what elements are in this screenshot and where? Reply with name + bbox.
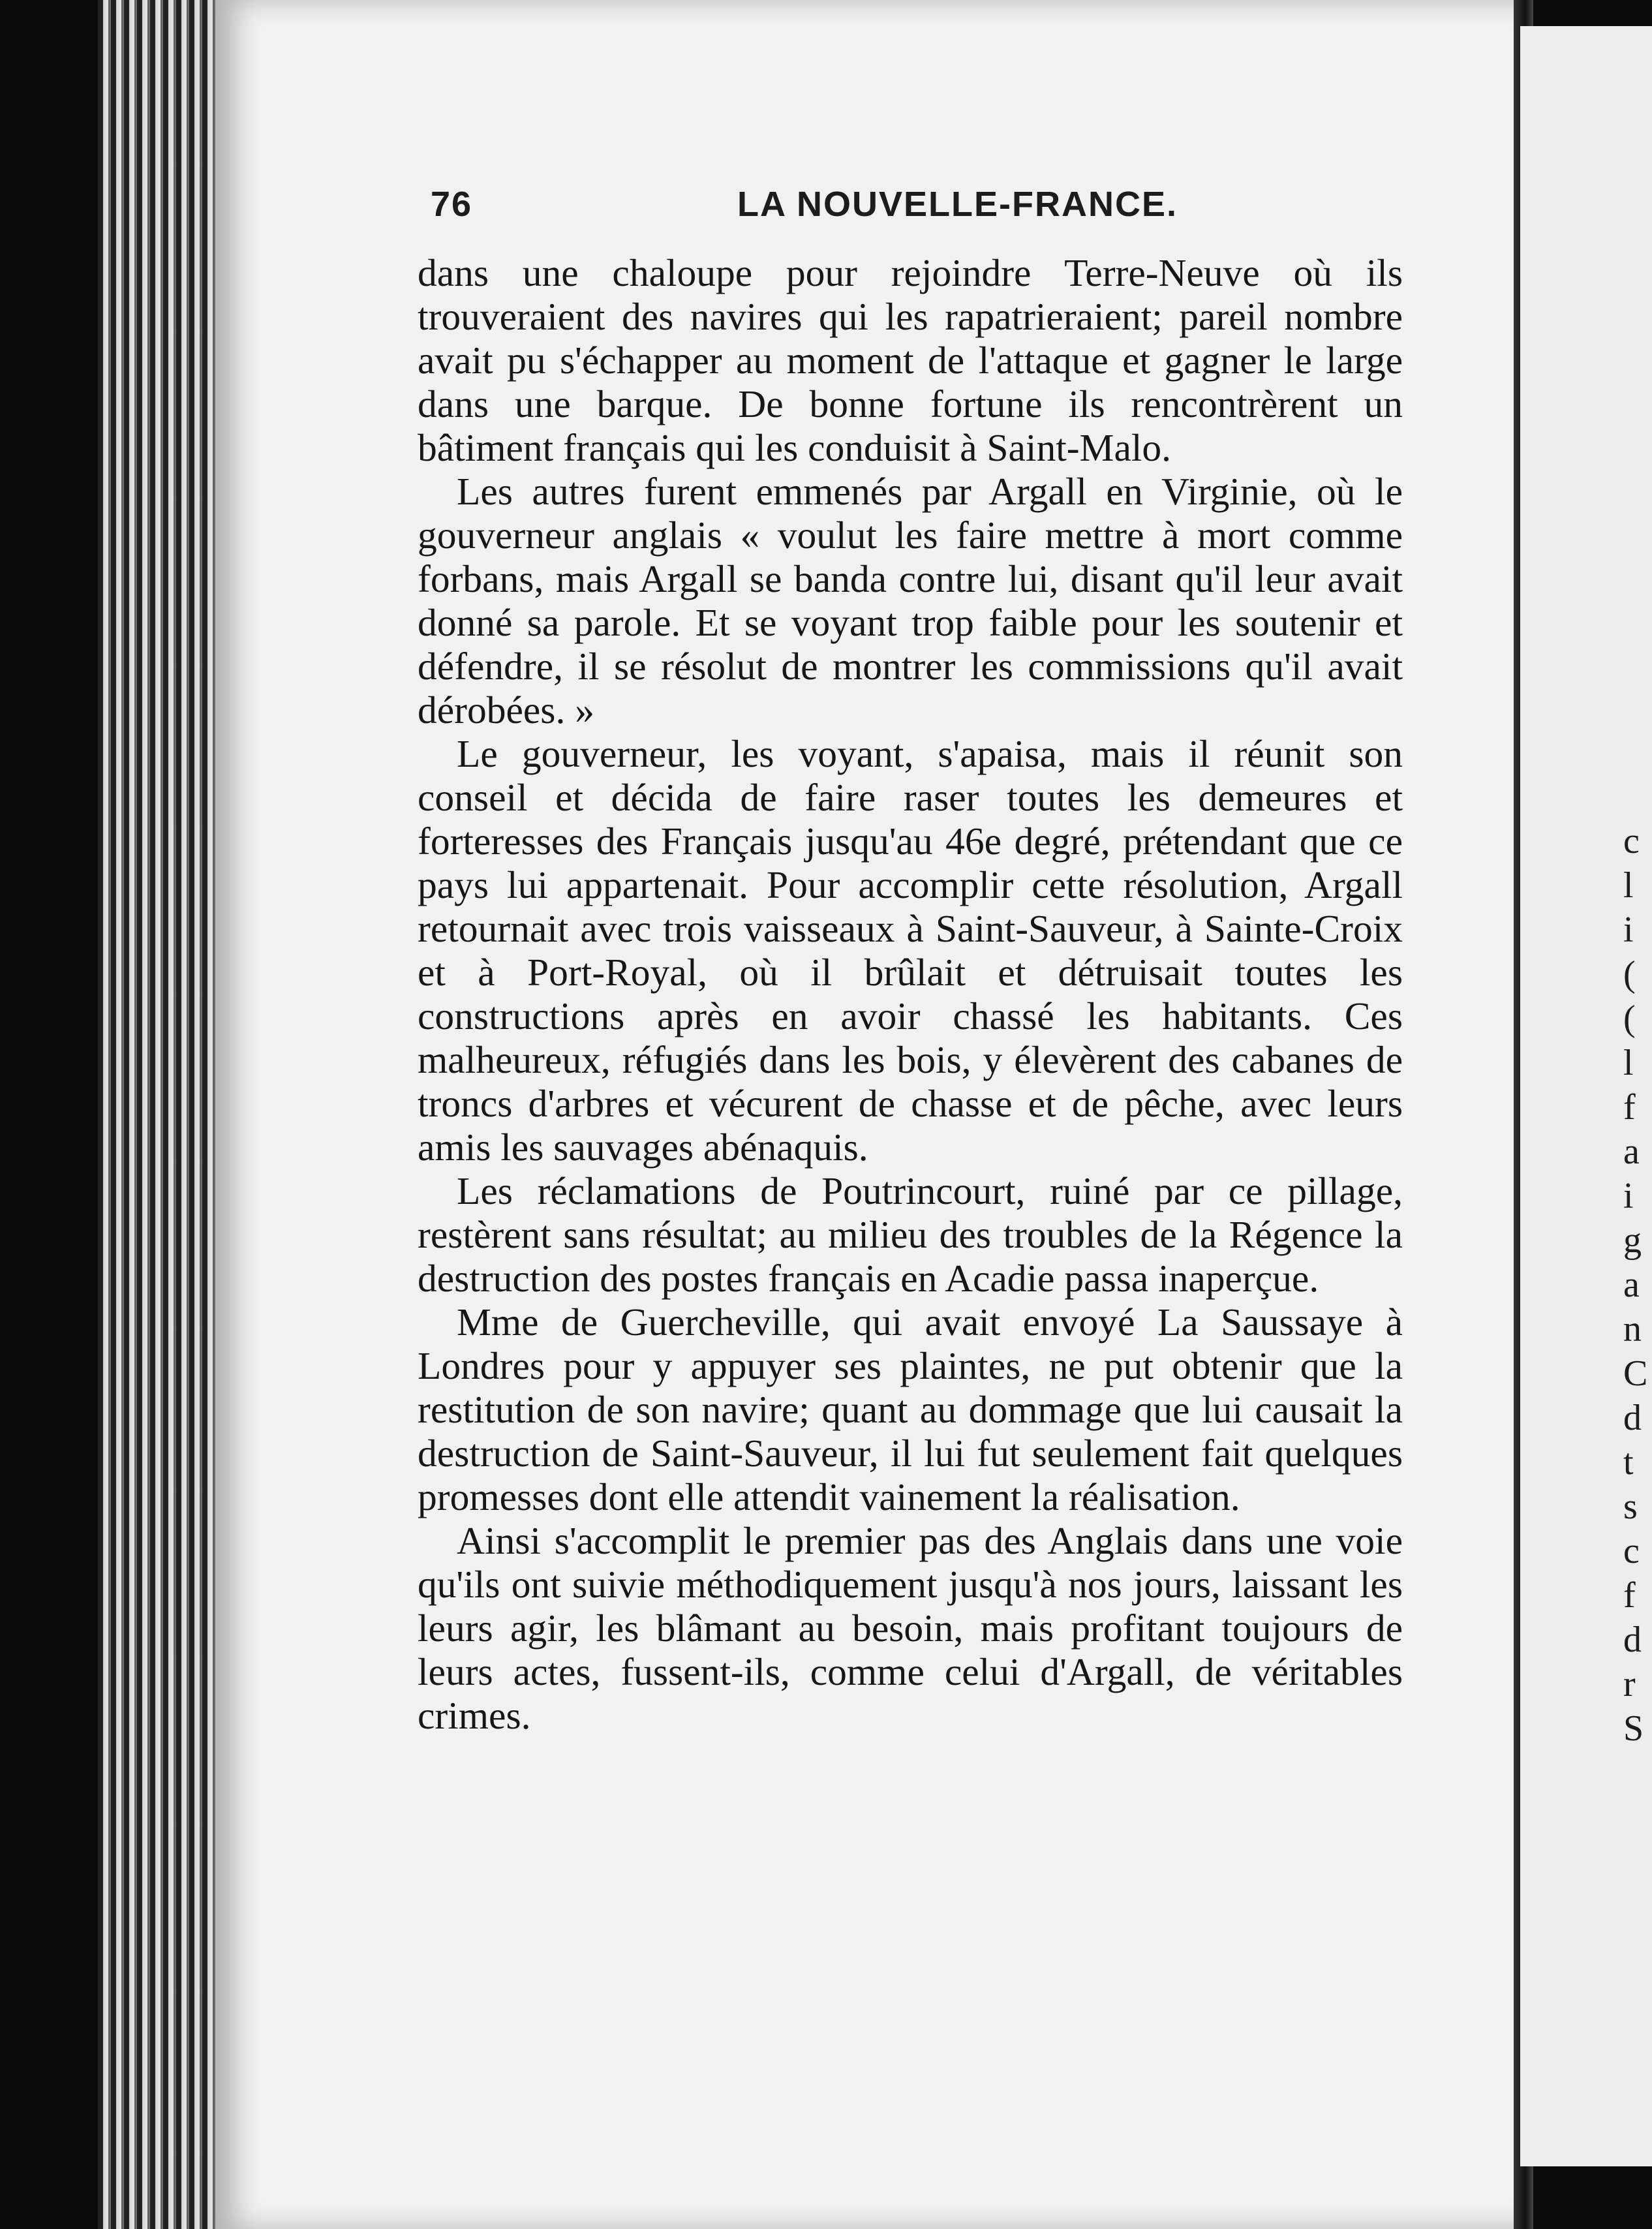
fragment: n (1623, 1309, 1642, 1349)
fragment: l (1623, 1043, 1634, 1083)
fragment: i (1623, 910, 1634, 950)
page-header (431, 184, 1403, 236)
fragment: t (1623, 1442, 1634, 1483)
fragment: c (1623, 1531, 1640, 1571)
fragment: l (1623, 865, 1634, 906)
fragment: f (1623, 1087, 1636, 1128)
fragment: g (1623, 1220, 1642, 1261)
paragraph: dans une chaloupe pour rejoindre Terre-Neuve où ils trouveraient des navires qui les rapatrieraient; pareil nombre avait pu s'échapper au moment de l'attaque et gagner le large dans une barque. De bonne fortune ils rencontrèrent un bâtiment français qui les conduisit à Saint-Malo. (418, 251, 1403, 469)
paragraph: Le gouverneur, les voyant, s'apaisa, mais il réunit son conseil et décida de faire raser toutes les demeures et forteresses des Français jusqu'au 46e degré, prétendant que ce pays lui appartenait. Pour accomplir cette résolution, Argall retournait avec trois vaisseaux à Saint-Sauveur, à Sainte-Croix et à Port-Royal, où il brûlait et détruisait toutes les constructions après en avoir chassé les habitants. Ces malheureux, réfugiés dans les bois, y élevèrent des cabanes de troncs d'arbres et vécurent de chasse et de pêche, avec leurs amis les sauvages abénaquis. (418, 732, 1403, 1169)
fragment: ( (1623, 998, 1636, 1039)
paragraph: Mme de Guercheville, qui avait envoyé La Saussaye à Londres pour y appuyer ses plaintes, ne put obtenir que la restitution de son navire; quant au dommage que lui causait la destruction de Saint-Sauveur, il lui fut seulement fait quelques promesses dont elle attendit vainement la réalisation. (418, 1300, 1403, 1518)
paragraph: Les autres furent emmenés par Argall en Virginie, où le gouverneur anglais « voulut les faire mettre à mort comme forbans, mais Argall se banda contre lui, disant qu'il leur avait donné sa parole. Et se voyant trop faible pour les soutenir et défendre, il se résolut de montrer les commissions qu'il avait dérobées. » (418, 470, 1403, 731)
fragment: i (1623, 1176, 1634, 1216)
fragment: a (1623, 1131, 1640, 1172)
paragraph: Les réclamations de Poutrincourt, ruiné par ce pillage, restèrent sans résultat; au milieu des troubles de la Régence la destruction des postes français en Acadie passa inaperçue. (418, 1169, 1403, 1300)
running-title: LA NOUVELLE-FRANCE. (737, 185, 1178, 224)
page-number: 76 (431, 185, 473, 224)
fragment: c (1623, 821, 1640, 861)
fragment: r (1623, 1664, 1636, 1704)
fragment: f (1623, 1575, 1636, 1616)
fragment: a (1623, 1265, 1640, 1305)
fragment: d (1623, 1620, 1642, 1660)
fragment: d (1623, 1398, 1642, 1438)
fragment: ( (1623, 954, 1636, 994)
body-text (418, 251, 1403, 1738)
facing-page-text-fragments (1623, 819, 1649, 1751)
paragraph: Ainsi s'accomplit le premier pas des Anglais dans une voie qu'ils ont suivie méthodiquement jusqu'à nos jours, laissant les leurs agir, les blâmant au besoin, mais profitant toujours de leurs actes, fussent-ils, comme celui d'Argall, de véritables crimes. (418, 1519, 1403, 1737)
fragment: s (1623, 1486, 1638, 1527)
fragment: S (1623, 1708, 1644, 1749)
fragment: C (1623, 1353, 1648, 1394)
stacked-page-edges (98, 0, 215, 2229)
